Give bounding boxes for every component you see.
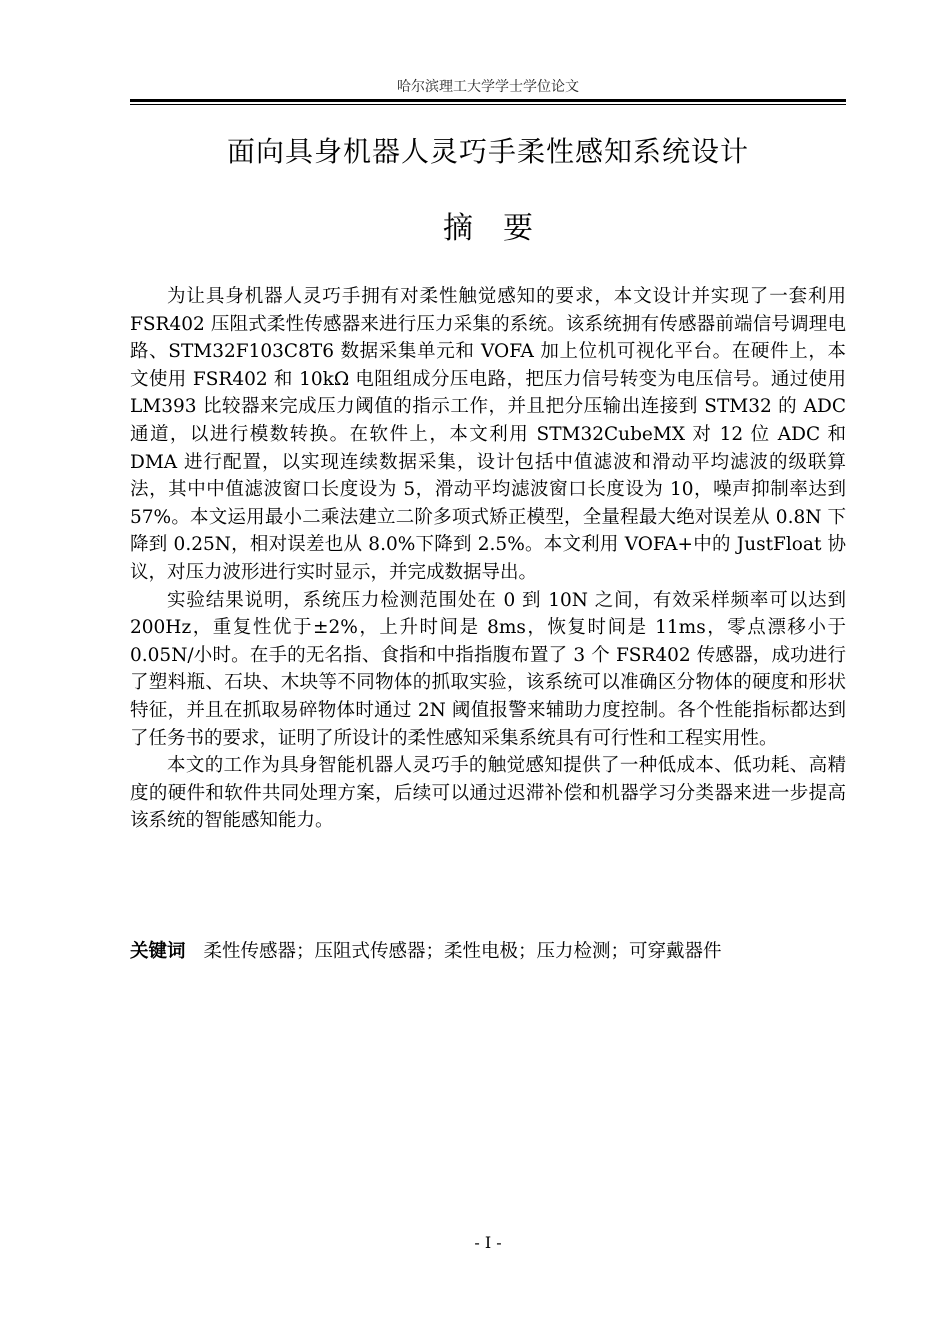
keywords-text: 柔性传感器；压阻式传感器；柔性电极；压力检测；可穿戴器件 xyxy=(203,941,722,962)
abstract-paragraph: 为让具身机器人灵巧手拥有对柔性触觉感知的要求，本文设计并实现了一套利用 FSR402 压阻式柔性传感器来进行压力采集的系统。该系统拥有传感器前端信号调理电路、STM32F103C8T6 数据采集单元和 VOFA 加上位机可视化平台。在硬件上，本文使用 FSR402 和 10kΩ 电阻组成分压电路，把压力信号转变为电压信号。通过使用 LM393 比较器来完成压力阈值的指示工作，并且把分压输出连接到 STM32 的 ADC 通道，以进行模数转换。在软件上，本文利用 STM32CubeMX 对 12 位 ADC 和 DMA 进行配置，以实现连续数据采集，设计包括中值滤波和滑动平均滤波的级联算法，其中中值滤波窗口长度设为 5，滑动平均滤波窗口长度设为 10，噪声抑制率达到 57%。本文运用最小二乘法建立二阶多项式矫正模型，全量程最大绝对误差从 0.8N 下降到 0.25N，相对误差也从 8.0%下降到 2.5%。本文利用 VOFA+中的 JustFloat 协议，对压力波形进行实时显示，并完成数据导出。 xyxy=(130,286,846,583)
keywords-line xyxy=(130,938,846,966)
abstract-heading: 摘要 xyxy=(443,211,563,246)
abstract-body xyxy=(130,283,846,835)
header-rule-thick xyxy=(130,99,846,102)
abstract-paragraph: 本文的工作为具身智能机器人灵巧手的触觉感知提供了一种低成本、低功耗、高精度的硬件和软件共同处理方案，后续可以通过迟滞补偿和机器学习分类器来进一步提高该系统的智能感知能力。 xyxy=(130,755,846,832)
running-header: 哈尔滨理工大学学士学位论文 xyxy=(397,79,579,95)
page-number: - I - xyxy=(474,1233,502,1252)
thesis-title: 面向具身机器人灵巧手柔性感知系统设计 xyxy=(226,135,749,168)
abstract-paragraph: 实验结果说明，系统压力检测范围处在 0 到 10N 之间，有效采样频率可以达到 200Hz，重复性优于±2%，上升时间是 8ms，恢复时间是 11ms，零点漂移小于 0.05N/小时。在手的无名指、食指和中指指腹布置了 3 个 FSR402 传感器，成功进行了塑料瓶、石块、木块等不同物体的抓取实验，该系统可以准确区分物体的硬度和形状特征，并且在抓取易碎物体时通过 2N 阈值报警来辅助力度控制。各个性能指标都达到了任务书的要求，证明了所设计的柔性感知采集系统具有可行性和工程实用性。 xyxy=(130,589,846,749)
header-rule-thin xyxy=(130,104,846,105)
keywords-label: 关键词 xyxy=(130,941,186,962)
